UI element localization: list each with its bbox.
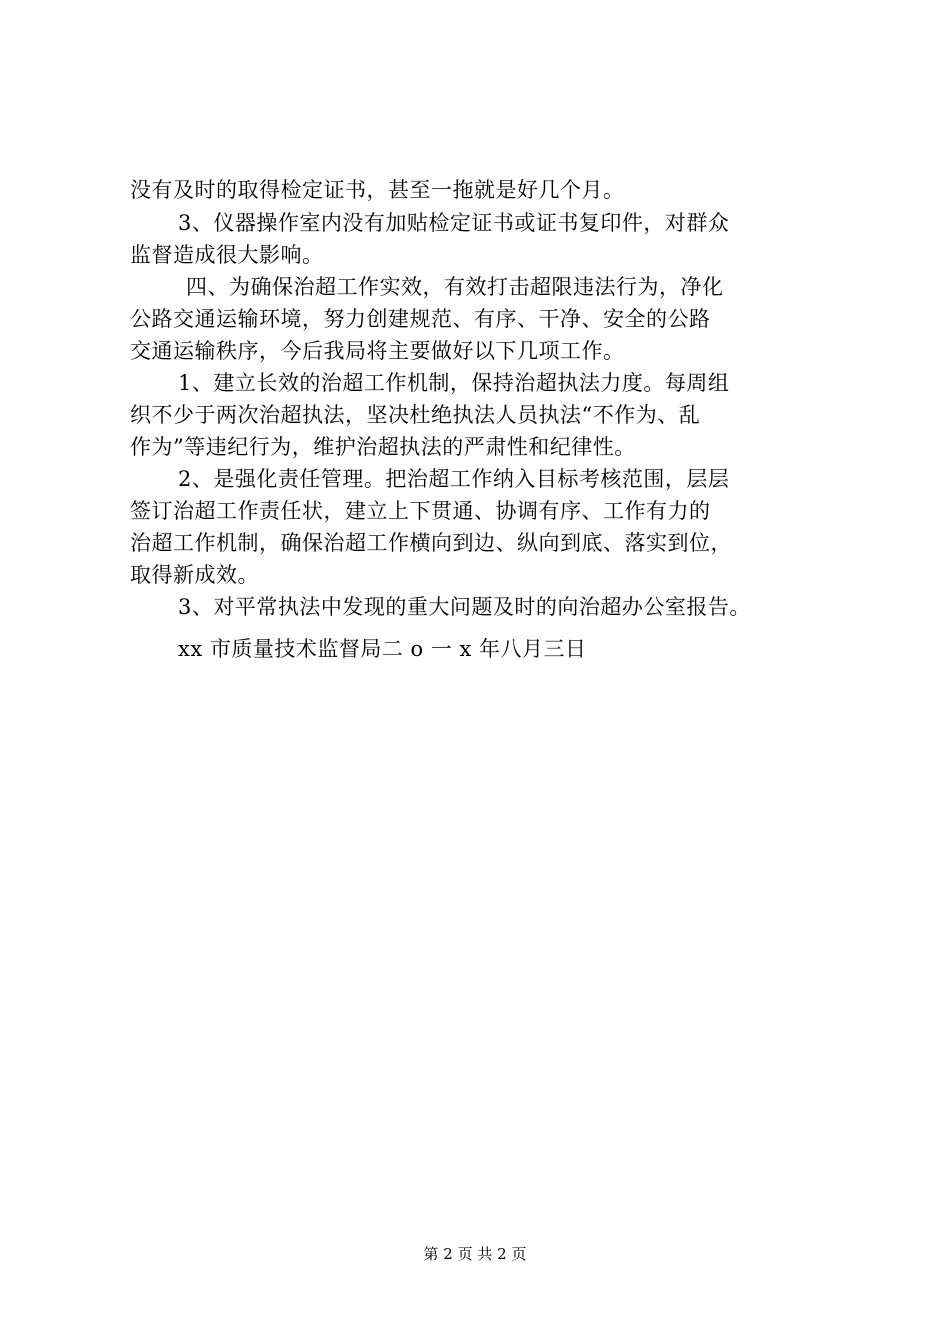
signature-date: xx 市质量技术监督局二 o 一 x 年八月三日 — [178, 637, 587, 661]
body-line-1: 没有及时的取得检定证书，甚至一拖就是好几个月。 — [130, 178, 625, 202]
body-line-5: 公路交通运输环境，努力创建规范、有序、干净、安全的公路 — [130, 307, 711, 331]
body-line-14: 3、对平常执法中发现的重大问题及时的向治超办公室报告。 — [178, 595, 751, 619]
body-line-10: 2、是强化责任管理。把治超工作纳入目标考核范围，层层 — [178, 467, 730, 491]
body-line-2: 3、仪器操作室内没有加贴检定证书或证书复印件，对群众 — [178, 211, 730, 235]
body-line-4: 四、为确保治超工作实效，有效打击超限违法行为，净化 — [186, 275, 724, 299]
body-line-7: 1、建立长效的治超工作机制，保持治超执法力度。每周组 — [178, 371, 730, 395]
body-line-3: 监督造成很大影响。 — [130, 243, 324, 267]
body-line-8: 织不少于两次治超执法，坚决杜绝执法人员执法“不作为、乱 — [130, 403, 701, 427]
body-line-13: 取得新成效。 — [130, 563, 259, 587]
body-line-9: 作为”等违纪行为，维护治超执法的严肃性和纪律性。 — [130, 435, 636, 459]
body-line-11: 签订治超工作责任状，建立上下贯通、协调有序、工作有力的 — [130, 499, 711, 523]
body-line-6: 交通运输秩序，今后我局将主要做好以下几项工作。 — [130, 339, 625, 363]
body-line-12: 治超工作机制，确保治超工作横向到边、纵向到底、落实到位， — [130, 531, 732, 555]
page-number-footer: 第 2 页 共 2 页 — [423, 1245, 527, 1263]
